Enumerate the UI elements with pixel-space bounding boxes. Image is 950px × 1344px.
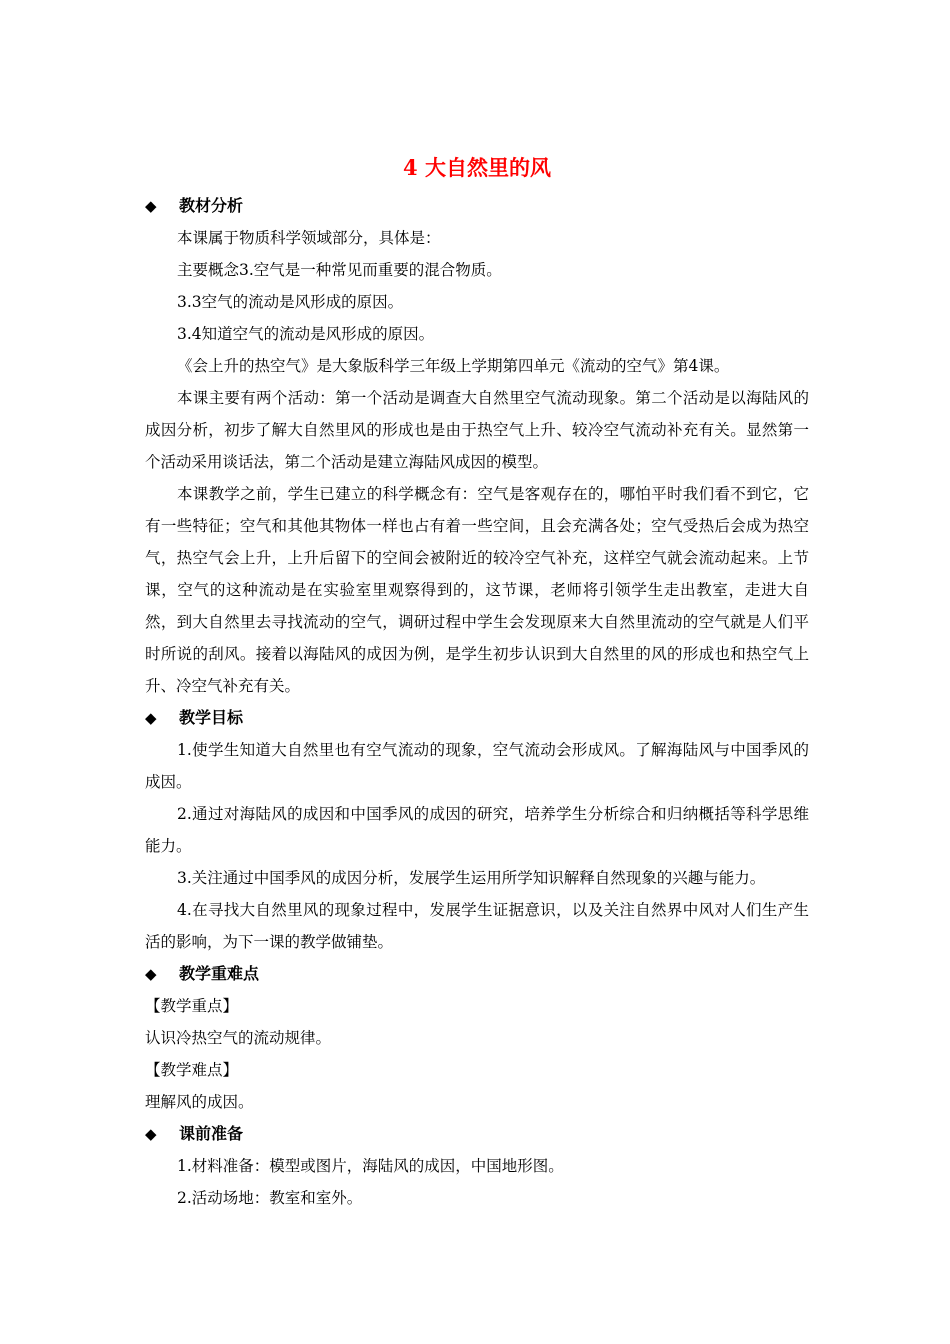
paragraph: 《会上升的热空气》是大象版科学三年级上学期第四单元《流动的空气》第4课。: [177, 357, 730, 375]
paragraph: 2.活动场地：教室和室外。: [177, 1189, 363, 1207]
section-heading-label: 课前准备: [179, 1124, 244, 1143]
diamond-bullet-icon: ◆: [145, 1125, 157, 1143]
document-title: 4 大自然里的风: [403, 155, 551, 180]
difficult-point-label: 【教学难点】: [145, 1061, 239, 1079]
paragraph: 2.通过对海陆风的成因和中国季风的成因的研究，培养学生分析综合和归纳概括等科学思维能力。: [145, 805, 809, 855]
section-heading-preparation: [145, 1118, 809, 1150]
difficult-point-text: 理解风的成因。: [145, 1093, 254, 1111]
diamond-bullet-icon: ◆: [145, 197, 157, 215]
paragraph: 3.4知道空气的流动是风形成的原因。: [177, 325, 435, 343]
paragraph: 4.在寻找大自然里风的现象过程中，发展学生证据意识，以及关注自然界中风对人们生产生活的影响，为下一课的教学做铺垫。: [145, 901, 809, 951]
document-page: [145, 150, 809, 1214]
section-heading-key-points: [145, 958, 809, 990]
section-heading-label: 教学目标: [179, 708, 244, 727]
section-heading-analysis: [145, 190, 809, 222]
section-heading-label: 教学重难点: [179, 964, 260, 983]
paragraph: 本课教学之前，学生已建立的科学概念有：空气是客观存在的，哪怕平时我们看不到它，它有一些特征；空气和其他其物体一样也占有着一些空间，且会充满各处；空气受热后会成为热空气，热空气会上升，上升后留下的空间会被附近的较冷空气补充，这样空气就会流动起来。上节课，空气的这种流动是在实验室里观察得到的，这节课，老师将引领学生走出教室，走进大自然，到大自然里去寻找流动的空气，调研过程中学生会发现原来大自然里流动的空气就是人们平时所说的刮风。接着以海陆风的成因为例，是学生初步认识到大自然里的风的形成也和热空气上升、冷空气补充有关。: [145, 485, 809, 695]
paragraph: 本课属于物质科学领域部分，具体是：: [177, 229, 441, 247]
section-heading-label: 教材分析: [179, 196, 244, 215]
diamond-bullet-icon: ◆: [145, 709, 157, 727]
paragraph: 主要概念3.空气是一种常见而重要的混合物质。: [177, 261, 502, 279]
paragraph: 本课主要有两个活动：第一个活动是调查大自然里空气流动现象。第二个活动是以海陆风的成因分析，初步了解大自然里风的形成也是由于热空气上升、较冷空气流动补充有关。显然第一个活动采用谈话法，第二个活动是建立海陆风成因的模型。: [145, 389, 809, 471]
key-point-text: 认识冷热空气的流动规律。: [145, 1029, 332, 1047]
diamond-bullet-icon: ◆: [145, 965, 157, 983]
key-point-label: 【教学重点】: [145, 997, 239, 1015]
paragraph: 3.3空气的流动是风形成的原因。: [177, 293, 404, 311]
paragraph: 1.使学生知道大自然里也有空气流动的现象，空气流动会形成风。了解海陆风与中国季风的成因。: [145, 741, 809, 791]
paragraph: 1.材料准备：模型或图片，海陆风的成因，中国地形图。: [177, 1157, 564, 1175]
paragraph: 3.关注通过中国季风的成因分析，发展学生运用所学知识解释自然现象的兴趣与能力。: [177, 869, 766, 887]
section-heading-goals: [145, 702, 809, 734]
